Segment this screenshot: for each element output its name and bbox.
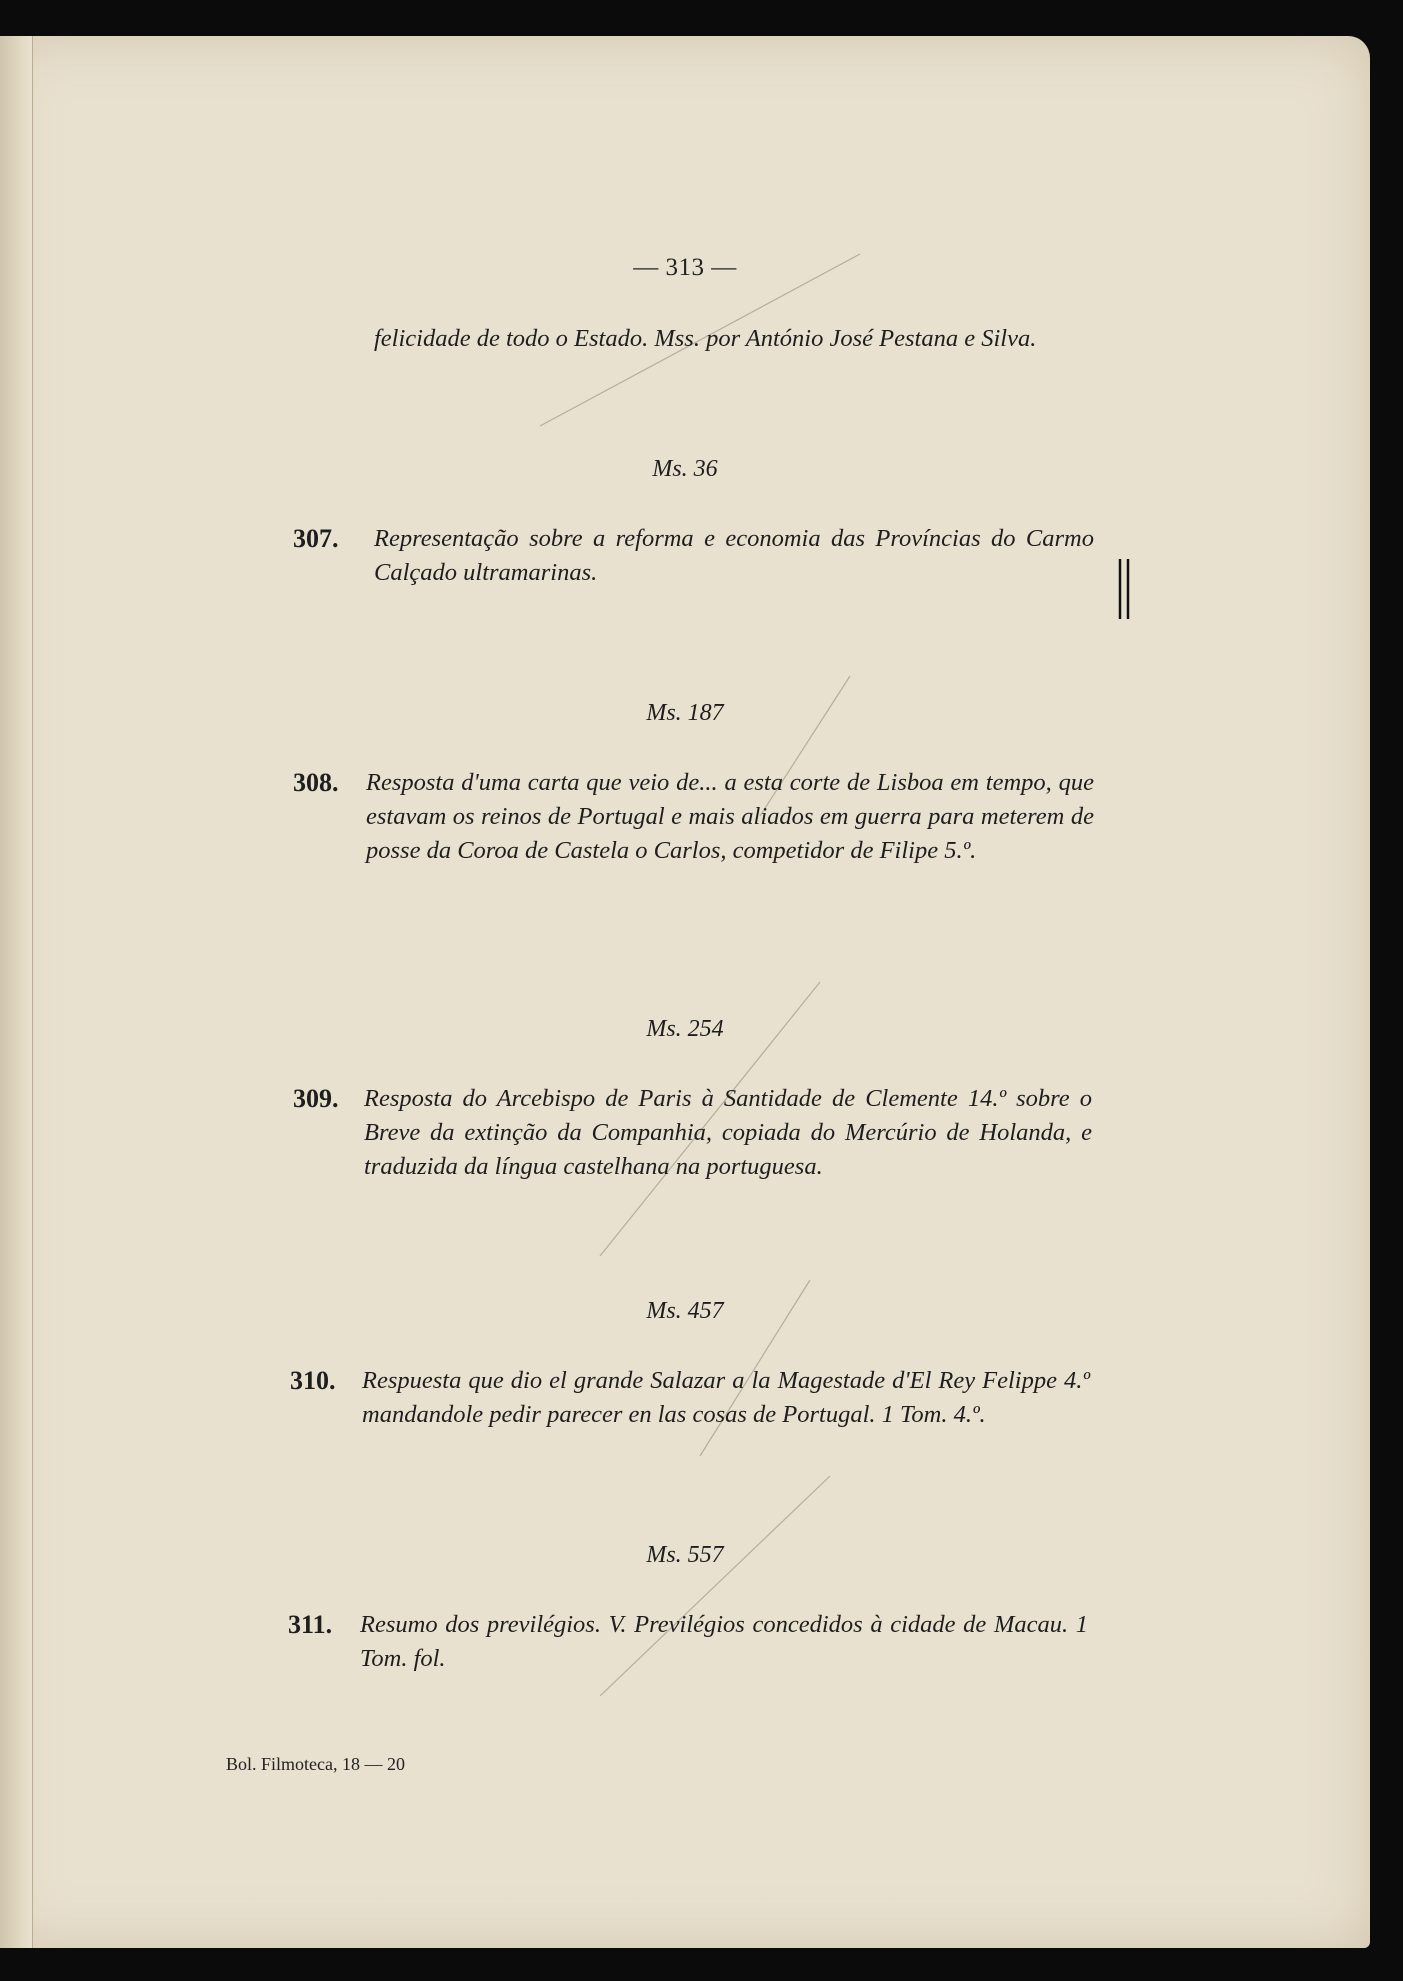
entry-number: 308.	[293, 768, 339, 797]
entry-text: Resposta d'uma carta que veio de... a esta corte de Lisboa em tempo, que estavam os reinos de Portugal e mais aliados em guerra para meterem de posse da Coroa de Castela o Carlos, competidor de Filipe 5.º.	[366, 769, 1094, 864]
page-number: — 313 —	[633, 254, 737, 281]
shelf-mark: Ms. 457	[646, 1298, 724, 1324]
margin-double-line-mark	[1117, 559, 1131, 619]
shelf-mark: Ms. 254	[646, 1016, 724, 1042]
entry-number: 311.	[288, 1610, 333, 1639]
shelf-mark: Ms. 187	[646, 700, 724, 726]
entry-text: Representação sobre a reforma e economia das Províncias do Carmo Calçado ultramarinas.	[374, 525, 1094, 586]
entry-number: 309.	[293, 1084, 339, 1113]
entry-number: 307.	[293, 524, 339, 553]
entry-text: Resposta do Arcebispo de Paris à Santidade de Clemente 14.º sobre o Breve da extinção da Companhia, copiada do Mercúrio de Holanda, e traduzida da língua castelhana na portuguesa.	[364, 1085, 1092, 1180]
entry-text: Respuesta que dio el grande Salazar a la Magestade d'El Rey Felippe 4.º mandandole pedir parecer en las cosas de Portugal. 1 Tom. 4.º.	[362, 1367, 1090, 1428]
shelf-mark: Ms. 557	[646, 1542, 724, 1568]
page-footer: Bol. Filmoteca, 18 — 20	[226, 1754, 405, 1774]
entry-number: 310.	[290, 1366, 336, 1395]
entry-text: Resumo dos previlégios. V. Previlégios concedidos à cidade de Macau. 1 Tom. fol.	[360, 1611, 1088, 1672]
book-page	[0, 36, 1370, 1948]
continued-entry-text: felicidade de todo o Estado. Mss. por António José Pestana e Silva.	[374, 325, 1037, 352]
shelf-mark: Ms. 36	[652, 456, 718, 482]
